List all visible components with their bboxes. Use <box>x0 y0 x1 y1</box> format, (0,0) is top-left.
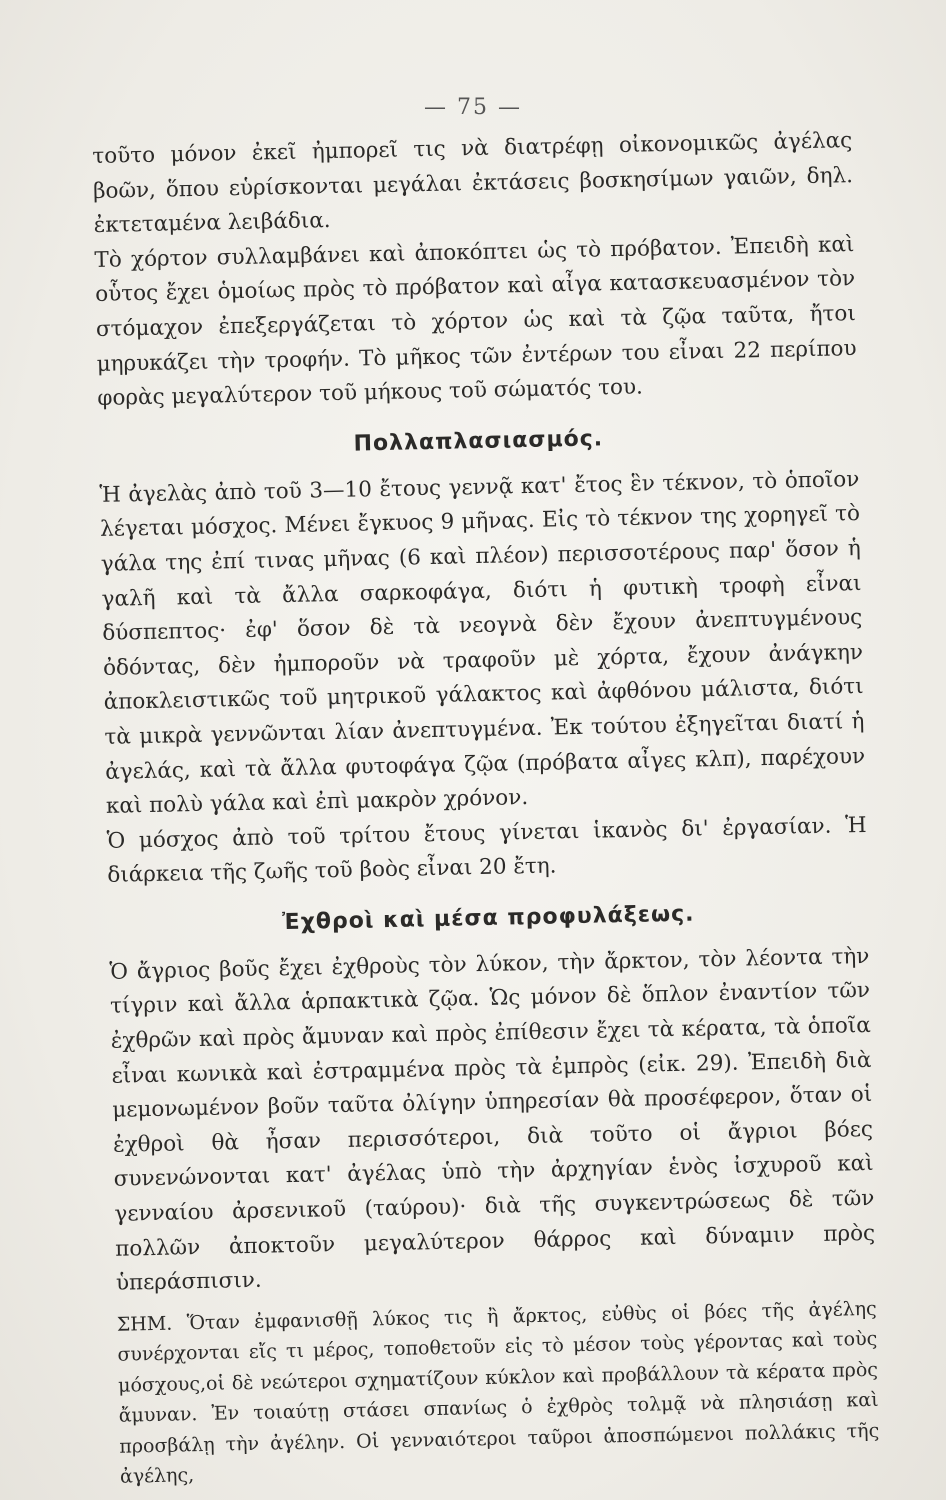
paragraph-enemies-1: Ὁ ἄγριος βοῦς ἔχει ἐχθροὺς τὸν λύκον, τὴν ἄρκτον, τὸν λέοντα τὴν τίγριν καὶ ἄλλα ἁρπακτικὰ ζῷα. Ὡς μόνον δὲ ὅπλον ἐναντίον τῶν ἐχθρῶν καὶ πρὸς ἄμυναν καὶ πρὸς ἐπίθεσιν ἔχει τὰ κέρατα, τὰ ὁποῖα εἶναι κωνικὰ καὶ ἐστραμμένα πρὸς τὰ ἐμπρὸς (εἰκ. 29). Ἐπειδὴ διὰ μεμονωμένον βοῦν ταῦτα ὀλίγην ὑπηρεσίαν θὰ προσέφερον, ὅταν οἱ ἐχθροὶ θὰ ἦσαν περισσότεροι, διὰ τοῦτο οἱ ἄγριοι βόες συνενώνονται κατ' ἀγέλας ὑπὸ τὴν ἀρχηγίαν ἑνὸς ἰσχυροῦ καὶ γενναίου ἀρσενικοῦ (ταύρου)· διὰ τῆς συγκεντρώσεως δὲ τῶν πολλῶν ἀποκτοῦν μεγαλύτερον θάρρος καὶ δύναμιν πρὸς ὑπεράσπισιν. <box>109 943 876 1296</box>
section-title-reproduction: Πολλαπλασιασμός. <box>353 426 604 457</box>
section-title-enemies: Ἐχθροὶ καὶ μέσα προφυλάξεως. <box>282 901 695 936</box>
page-number: — 75 — <box>424 95 522 120</box>
paragraph-intro-1: τοῦτο μόνον ἐκεῖ ἠμπορεῖ τις νὰ διατρέφῃ οἰκονομικῶς ἀγέλας βοῶν, ὅπου εὑρίσκονται μεγάλαι ἐκτάσεις βοσκησίμων γαιῶν, δηλ. ἐκτεταμένα λειβάδια. <box>92 128 854 239</box>
paragraph-reproduction-2: Ὁ μόσχος ἀπὸ τοῦ τρίτου ἔτους γίνεται ἱκανὸς δι' ἐργασίαν. Ἡ διάρκεια τῆς ζωῆς τοῦ βοὸς εἶναι 20 ἔτη. <box>106 812 867 889</box>
paragraph-intro-2: Τὸ χόρτον συλλαμβάνει καὶ ἀποκόπτει ὡς τὸ πρόβατον. Ἐπειδὴ καὶ οὗτος ἔχει ὁμοίως πρὸς τὸ πρόβατον καὶ αἶγα κατασκευασμένον τὸν στόμαχον ἐπεξεργάζεται τὸ χόρτον ὡς καὶ τὰ ζῷα ταῦτα, ἤτοι μηρυκάζει τὴν τροφήν. Τὸ μῆκος τῶν ἐντέρων του εἶναι 22 περίπου φορὰς μεγαλύτερον τοῦ μήκους τοῦ σώματός του. <box>94 231 857 412</box>
body-text <box>92 124 880 1492</box>
paragraph-reproduction-1: Ἡ ἀγελὰς ἀπὸ τοῦ 3—10 ἔτους γεννᾷ κατ' ἔτος ἓν τέκνον, τὸ ὁποῖον λέγεται μόσχος. Μένει ἔγκυος 9 μῆνας. Εἰς τὸ τέκνον της χορηγεῖ τὸ γάλα της ἐπί τινας μῆνας (6 καὶ πλέον) περισσοτέρους παρ' ὅσον ἡ γαλῆ καὶ τὰ ἄλλα σαρκοφάγα, διότι ἡ φυτικὴ τροφὴ εἶναι δύσπεπτος· ἐφ' ὅσον δὲ τὰ νεογνὰ δὲν ἔχουν ἀνεπτυγμένους ὀδόντας, δὲν ἠμποροῦν νὰ τραφοῦν μὲ χόρτα, ἔχουν ἀνάγκην ἀποκλειστικῶς τοῦ μητρικοῦ γάλακτος καὶ ἀφθόνου μάλιστα, διότι τὰ μικρὰ γεννῶνται λίαν ἀνεπτυγμένα. Ἐκ τούτου ἐξηγεῖται διατί ἡ ἀγελάς, καὶ τὰ ἄλλα φυτοφάγα ζῷα (πρόβατα αἶγες κλπ), παρέχουν καὶ πολὺ γάλα καὶ ἐπὶ μακρὸν χρόνον. <box>99 466 866 819</box>
footnote: ΣΗΜ. Ὅταν ἐμφανισθῇ λύκος τις ἢ ἄρκτος, εὐθὺς οἱ βόες τῆς ἀγέλης συνέρχονται εἴς τι μέρος, τοποθετοῦν εἰς τὸ μέσον τοὺς γέροντας καὶ τοὺς μόσχους,οἱ δὲ νεώτεροι σχηματίζουν κύκλον καὶ προβάλλουν τὰ κέρατα πρὸς ἄμυναν. Ἐν τοιαύτῃ στάσει σπανίως ὁ ἐχθρὸς τολμᾷ νὰ πλησιάσῃ καὶ προσβάλῃ τὴν ἀγέλην. Οἱ γενναιότεροι ταῦροι ἀποσπώμενοι πολλάκις τῆς ἀγέλης, <box>116 1297 880 1489</box>
